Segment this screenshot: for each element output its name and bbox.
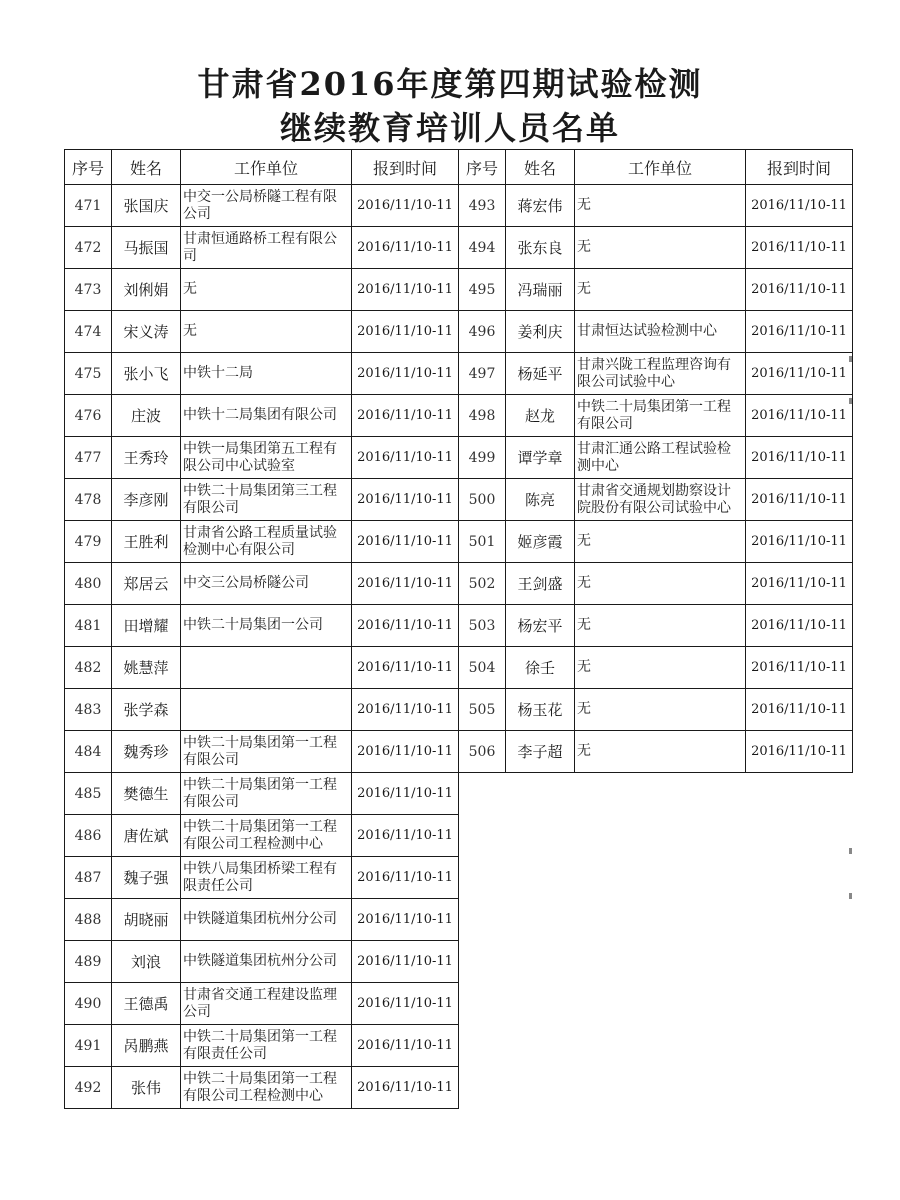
table-row bbox=[65, 857, 853, 899]
left-date-cell: 2016/11/10-11 bbox=[352, 647, 459, 689]
left-unit-cell: 中铁八局集团桥梁工程有限责任公司 bbox=[181, 857, 352, 899]
right-date-cell: 2016/11/10-11 bbox=[746, 689, 853, 731]
left-date-cell: 2016/11/10-11 bbox=[352, 227, 459, 269]
right-unit-cell: 甘肃省交通规划勘察设计院股份有限公司试验中心 bbox=[575, 479, 746, 521]
right-date-cell: 2016/11/10-11 bbox=[746, 479, 853, 521]
left-name-cell: 魏秀珍 bbox=[112, 731, 181, 773]
right-unit-cell: 无 bbox=[575, 185, 746, 227]
left-date-cell: 2016/11/10-11 bbox=[352, 395, 459, 437]
left-seq-cell: 485 bbox=[65, 773, 112, 815]
left-unit-cell: 中铁隧道集团杭州分公司 bbox=[181, 941, 352, 983]
table-row bbox=[65, 479, 853, 521]
table-row bbox=[65, 227, 853, 269]
left-seq-cell: 472 bbox=[65, 227, 112, 269]
right-name-cell: 姬彦霞 bbox=[506, 521, 575, 563]
right-name-cell: 冯瑞丽 bbox=[506, 269, 575, 311]
left-name-cell: 李彦刚 bbox=[112, 479, 181, 521]
empty-cell bbox=[746, 773, 853, 815]
right-name-cell: 李子超 bbox=[506, 731, 575, 773]
empty-cell bbox=[459, 815, 506, 857]
empty-cell bbox=[506, 815, 575, 857]
left-name-cell: 呙鹏燕 bbox=[112, 1025, 181, 1067]
right-date-cell: 2016/11/10-11 bbox=[746, 605, 853, 647]
scan-mark bbox=[849, 398, 852, 404]
scan-mark bbox=[849, 893, 852, 899]
left-date-cell: 2016/11/10-11 bbox=[352, 605, 459, 647]
left-seq-cell: 474 bbox=[65, 311, 112, 353]
right-unit-cell: 无 bbox=[575, 605, 746, 647]
empty-cell bbox=[575, 815, 746, 857]
left-name-cell: 马振国 bbox=[112, 227, 181, 269]
left-unit-cell: 甘肃省公路工程质量试验检测中心有限公司 bbox=[181, 521, 352, 563]
right-seq-cell: 499 bbox=[459, 437, 506, 479]
right-name-cell: 杨延平 bbox=[506, 353, 575, 395]
left-date-cell: 2016/11/10-11 bbox=[352, 1025, 459, 1067]
right-seq-cell: 500 bbox=[459, 479, 506, 521]
right-date-cell: 2016/11/10-11 bbox=[746, 563, 853, 605]
left-unit-cell: 中铁十二局集团有限公司 bbox=[181, 395, 352, 437]
empty-cell bbox=[506, 983, 575, 1025]
table-row bbox=[65, 899, 853, 941]
right-seq-cell: 496 bbox=[459, 311, 506, 353]
table-row bbox=[65, 1067, 853, 1109]
right-date-cell: 2016/11/10-11 bbox=[746, 227, 853, 269]
empty-cell bbox=[746, 1067, 853, 1109]
right-date-cell: 2016/11/10-11 bbox=[746, 437, 853, 479]
right-unit-cell: 无 bbox=[575, 227, 746, 269]
right-name-cell: 王剑盛 bbox=[506, 563, 575, 605]
empty-cell bbox=[506, 899, 575, 941]
left-date-cell: 2016/11/10-11 bbox=[352, 563, 459, 605]
left-date-cell: 2016/11/10-11 bbox=[352, 899, 459, 941]
left-seq-cell: 491 bbox=[65, 1025, 112, 1067]
left-seq-cell: 490 bbox=[65, 983, 112, 1025]
table-row bbox=[65, 647, 853, 689]
right-seq-cell: 498 bbox=[459, 395, 506, 437]
left-unit-cell: 甘肃恒通路桥工程有限公司 bbox=[181, 227, 352, 269]
left-name-cell: 张小飞 bbox=[112, 353, 181, 395]
left-unit-cell: 中铁二十局集团一公司 bbox=[181, 605, 352, 647]
empty-cell bbox=[459, 1025, 506, 1067]
empty-cell bbox=[575, 983, 746, 1025]
left-seq-cell: 484 bbox=[65, 731, 112, 773]
right-date-cell: 2016/11/10-11 bbox=[746, 311, 853, 353]
right-unit-cell: 无 bbox=[575, 521, 746, 563]
empty-cell bbox=[746, 983, 853, 1025]
right-date-cell: 2016/11/10-11 bbox=[746, 521, 853, 563]
empty-cell bbox=[506, 941, 575, 983]
left-unit-cell: 中铁二十局集团第三工程有限公司 bbox=[181, 479, 352, 521]
left-unit-cell: 中铁二十局集团第一工程有限公司工程检测中心 bbox=[181, 815, 352, 857]
roster-table bbox=[64, 149, 853, 1109]
table-row bbox=[65, 269, 853, 311]
left-name-cell: 王胜利 bbox=[112, 521, 181, 563]
right-unit-cell: 无 bbox=[575, 269, 746, 311]
right-name-cell: 杨宏平 bbox=[506, 605, 575, 647]
empty-cell bbox=[506, 1025, 575, 1067]
right-seq-cell: 503 bbox=[459, 605, 506, 647]
left-unit-cell: 无 bbox=[181, 269, 352, 311]
left-date-cell: 2016/11/10-11 bbox=[352, 731, 459, 773]
left-unit-cell: 甘肃省交通工程建设监理公司 bbox=[181, 983, 352, 1025]
left-seq-cell: 481 bbox=[65, 605, 112, 647]
table-row bbox=[65, 983, 853, 1025]
empty-cell bbox=[746, 899, 853, 941]
empty-cell bbox=[575, 1067, 746, 1109]
header-seq-left: 序号 bbox=[65, 150, 112, 185]
left-name-cell: 宋义涛 bbox=[112, 311, 181, 353]
left-unit-cell: 中交一公局桥隧工程有限公司 bbox=[181, 185, 352, 227]
right-unit-cell: 甘肃恒达试验检测中心 bbox=[575, 311, 746, 353]
left-seq-cell: 489 bbox=[65, 941, 112, 983]
left-date-cell: 2016/11/10-11 bbox=[352, 689, 459, 731]
table-row bbox=[65, 185, 853, 227]
right-seq-cell: 504 bbox=[459, 647, 506, 689]
left-date-cell: 2016/11/10-11 bbox=[352, 311, 459, 353]
header-name-right: 姓名 bbox=[506, 150, 575, 185]
document-title-line-2: 继续教育培训人员名单 bbox=[279, 109, 620, 147]
left-seq-cell: 483 bbox=[65, 689, 112, 731]
right-date-cell: 2016/11/10-11 bbox=[746, 731, 853, 773]
right-seq-cell: 493 bbox=[459, 185, 506, 227]
right-seq-cell: 501 bbox=[459, 521, 506, 563]
left-unit-cell: 中铁隧道集团杭州分公司 bbox=[181, 899, 352, 941]
table-row bbox=[65, 437, 853, 479]
table-row bbox=[65, 353, 853, 395]
left-seq-cell: 486 bbox=[65, 815, 112, 857]
left-name-cell: 郑居云 bbox=[112, 563, 181, 605]
left-seq-cell: 492 bbox=[65, 1067, 112, 1109]
table-row bbox=[65, 815, 853, 857]
right-unit-cell: 无 bbox=[575, 731, 746, 773]
empty-cell bbox=[459, 899, 506, 941]
empty-cell bbox=[459, 983, 506, 1025]
left-date-cell: 2016/11/10-11 bbox=[352, 185, 459, 227]
right-name-cell: 赵龙 bbox=[506, 395, 575, 437]
left-date-cell: 2016/11/10-11 bbox=[352, 479, 459, 521]
left-name-cell: 张国庆 bbox=[112, 185, 181, 227]
left-unit-cell: 中铁一局集团第五工程有限公司中心试验室 bbox=[181, 437, 352, 479]
left-name-cell: 庄波 bbox=[112, 395, 181, 437]
table-row bbox=[65, 395, 853, 437]
empty-cell bbox=[746, 1025, 853, 1067]
empty-cell bbox=[575, 899, 746, 941]
left-unit-cell: 中铁二十局集团第一工程有限责任公司 bbox=[181, 1025, 352, 1067]
empty-cell bbox=[459, 941, 506, 983]
left-date-cell: 2016/11/10-11 bbox=[352, 773, 459, 815]
left-name-cell: 刘俐娟 bbox=[112, 269, 181, 311]
left-unit-cell: 中铁二十局集团第一工程有限公司 bbox=[181, 731, 352, 773]
left-unit-cell bbox=[181, 647, 352, 689]
left-name-cell: 姚慧萍 bbox=[112, 647, 181, 689]
left-seq-cell: 471 bbox=[65, 185, 112, 227]
scan-mark bbox=[849, 356, 852, 362]
right-seq-cell: 506 bbox=[459, 731, 506, 773]
header-unit-right: 工作单位 bbox=[575, 150, 746, 185]
right-unit-cell: 无 bbox=[575, 563, 746, 605]
left-unit-cell: 中铁二十局集团第一工程有限公司工程检测中心 bbox=[181, 1067, 352, 1109]
left-date-cell: 2016/11/10-11 bbox=[352, 983, 459, 1025]
empty-cell bbox=[746, 941, 853, 983]
empty-cell bbox=[506, 857, 575, 899]
empty-cell bbox=[575, 857, 746, 899]
right-seq-cell: 495 bbox=[459, 269, 506, 311]
left-name-cell: 张学森 bbox=[112, 689, 181, 731]
empty-cell bbox=[746, 857, 853, 899]
left-name-cell: 魏子强 bbox=[112, 857, 181, 899]
document-title-line-1: 甘肃省2016年度第四期试验检测 bbox=[197, 65, 703, 103]
right-unit-cell: 中铁二十局集团第一工程有限公司 bbox=[575, 395, 746, 437]
table-row bbox=[65, 941, 853, 983]
empty-cell bbox=[575, 941, 746, 983]
left-name-cell: 张伟 bbox=[112, 1067, 181, 1109]
roster-body bbox=[65, 185, 853, 1109]
left-seq-cell: 479 bbox=[65, 521, 112, 563]
right-seq-cell: 502 bbox=[459, 563, 506, 605]
left-name-cell: 胡晓丽 bbox=[112, 899, 181, 941]
right-name-cell: 谭学章 bbox=[506, 437, 575, 479]
empty-cell bbox=[459, 773, 506, 815]
empty-cell bbox=[575, 773, 746, 815]
left-seq-cell: 478 bbox=[65, 479, 112, 521]
right-unit-cell: 无 bbox=[575, 647, 746, 689]
left-date-cell: 2016/11/10-11 bbox=[352, 353, 459, 395]
right-date-cell: 2016/11/10-11 bbox=[746, 185, 853, 227]
right-name-cell: 张东良 bbox=[506, 227, 575, 269]
empty-cell bbox=[746, 815, 853, 857]
table-row bbox=[65, 689, 853, 731]
right-date-cell: 2016/11/10-11 bbox=[746, 395, 853, 437]
left-seq-cell: 488 bbox=[65, 899, 112, 941]
left-name-cell: 田增耀 bbox=[112, 605, 181, 647]
empty-cell bbox=[506, 773, 575, 815]
header-name-left: 姓名 bbox=[112, 150, 181, 185]
left-seq-cell: 487 bbox=[65, 857, 112, 899]
right-name-cell: 徐壬 bbox=[506, 647, 575, 689]
table-row bbox=[65, 521, 853, 563]
left-name-cell: 刘浪 bbox=[112, 941, 181, 983]
table-row bbox=[65, 731, 853, 773]
right-date-cell: 2016/11/10-11 bbox=[746, 353, 853, 395]
left-seq-cell: 477 bbox=[65, 437, 112, 479]
right-name-cell: 姜利庆 bbox=[506, 311, 575, 353]
left-unit-cell: 无 bbox=[181, 311, 352, 353]
right-seq-cell: 497 bbox=[459, 353, 506, 395]
left-unit-cell: 中铁二十局集团第一工程有限公司 bbox=[181, 773, 352, 815]
right-seq-cell: 505 bbox=[459, 689, 506, 731]
table-row bbox=[65, 563, 853, 605]
left-seq-cell: 473 bbox=[65, 269, 112, 311]
left-name-cell: 王德禹 bbox=[112, 983, 181, 1025]
header-date-right: 报到时间 bbox=[746, 150, 853, 185]
empty-cell bbox=[506, 1067, 575, 1109]
right-date-cell: 2016/11/10-11 bbox=[746, 269, 853, 311]
header-date-left: 报到时间 bbox=[352, 150, 459, 185]
table-row bbox=[65, 311, 853, 353]
left-unit-cell bbox=[181, 689, 352, 731]
left-date-cell: 2016/11/10-11 bbox=[352, 1067, 459, 1109]
left-unit-cell: 中交三公局桥隧公司 bbox=[181, 563, 352, 605]
right-name-cell: 蒋宏伟 bbox=[506, 185, 575, 227]
left-name-cell: 唐佐斌 bbox=[112, 815, 181, 857]
left-date-cell: 2016/11/10-11 bbox=[352, 269, 459, 311]
left-unit-cell: 中铁十二局 bbox=[181, 353, 352, 395]
table-row bbox=[65, 605, 853, 647]
left-date-cell: 2016/11/10-11 bbox=[352, 437, 459, 479]
left-date-cell: 2016/11/10-11 bbox=[352, 815, 459, 857]
left-seq-cell: 475 bbox=[65, 353, 112, 395]
table-row bbox=[65, 773, 853, 815]
right-name-cell: 杨玉花 bbox=[506, 689, 575, 731]
table-header-row bbox=[65, 150, 853, 185]
header-unit-left: 工作单位 bbox=[181, 150, 352, 185]
empty-cell bbox=[459, 857, 506, 899]
left-seq-cell: 476 bbox=[65, 395, 112, 437]
left-date-cell: 2016/11/10-11 bbox=[352, 521, 459, 563]
empty-cell bbox=[459, 1067, 506, 1109]
right-seq-cell: 494 bbox=[459, 227, 506, 269]
left-seq-cell: 482 bbox=[65, 647, 112, 689]
empty-cell bbox=[575, 1025, 746, 1067]
left-seq-cell: 480 bbox=[65, 563, 112, 605]
scan-mark bbox=[849, 848, 852, 854]
left-date-cell: 2016/11/10-11 bbox=[352, 857, 459, 899]
right-name-cell: 陈亮 bbox=[506, 479, 575, 521]
right-unit-cell: 甘肃汇通公路工程试验检测中心 bbox=[575, 437, 746, 479]
left-date-cell: 2016/11/10-11 bbox=[352, 941, 459, 983]
header-seq-right: 序号 bbox=[459, 150, 506, 185]
left-name-cell: 樊德生 bbox=[112, 773, 181, 815]
left-name-cell: 王秀玲 bbox=[112, 437, 181, 479]
right-date-cell: 2016/11/10-11 bbox=[746, 647, 853, 689]
right-unit-cell: 无 bbox=[575, 689, 746, 731]
table-row bbox=[65, 1025, 853, 1067]
right-unit-cell: 甘肃兴陇工程监理咨询有限公司试验中心 bbox=[575, 353, 746, 395]
